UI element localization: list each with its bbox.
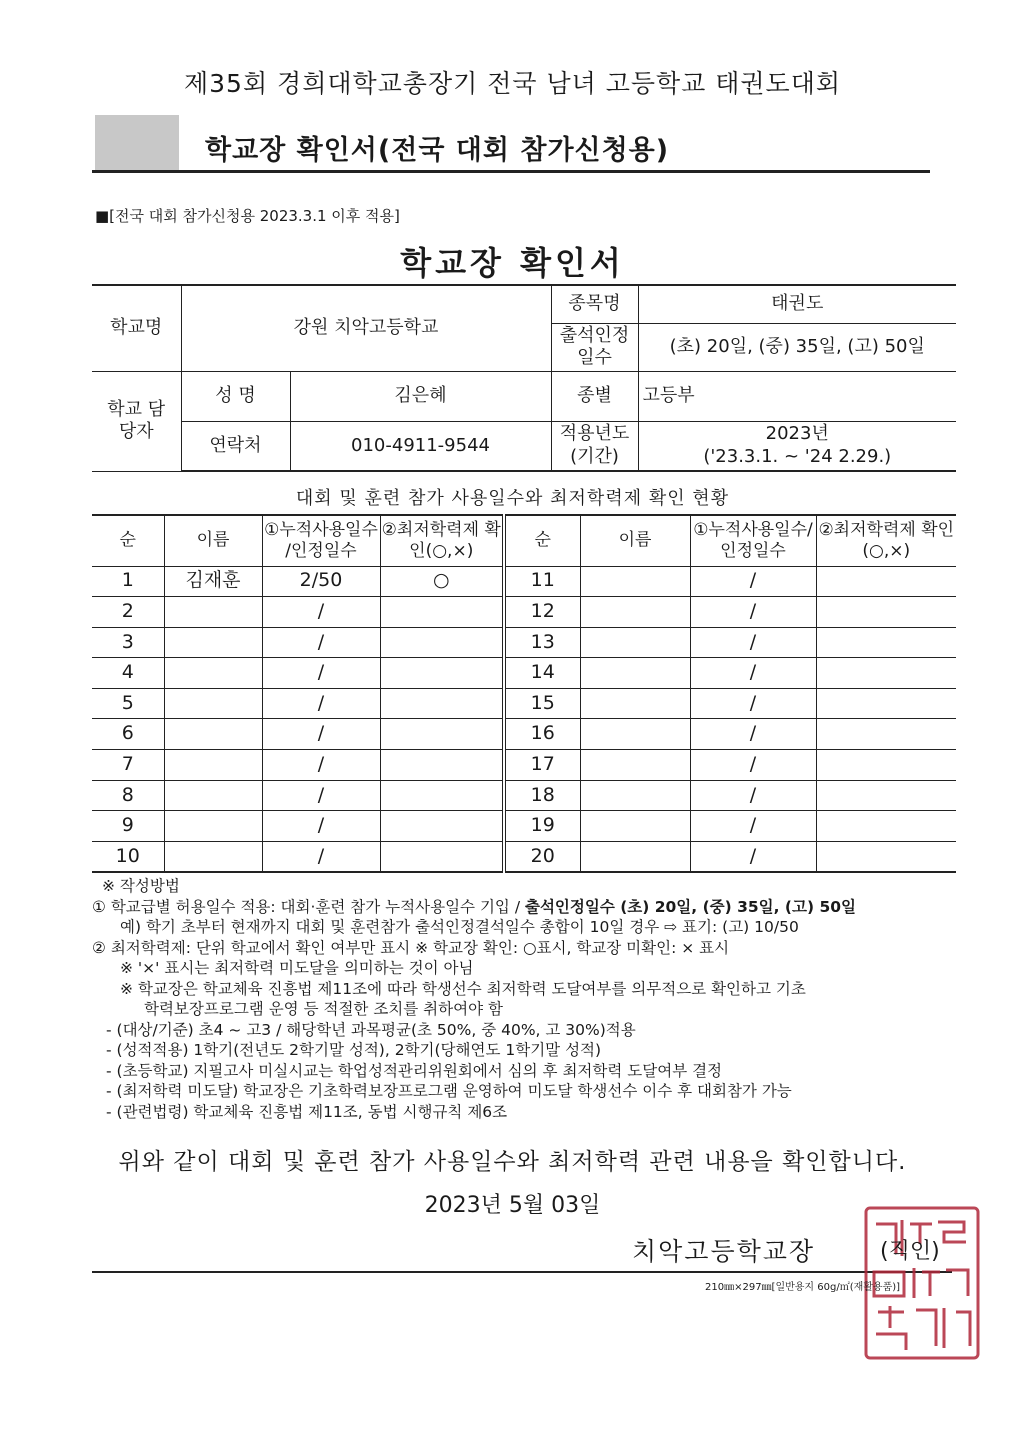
category-label: 종별	[551, 371, 638, 421]
athlete-name	[164, 811, 262, 842]
note-1-example: 예) 학기 초부터 현재까지 대회 및 훈련참가 출석인정결석일수 총합이 10일 경우 ⇨ 표기: (고) 10/50	[120, 918, 799, 936]
academic-check	[816, 658, 956, 689]
confirmation-statement: 위와 같이 대회 및 훈련 참가 사용일수와 최저학력 관련 내용을 확인합니다.	[118, 1149, 907, 1175]
row-number: 8	[92, 780, 164, 811]
note-1	[92, 897, 972, 918]
header-days: ①누적사용일수 /인정일수	[262, 515, 380, 566]
signing-date: 2023년 5월 03일	[424, 1193, 601, 1218]
event-value: 태권도	[638, 285, 956, 323]
days-ratio: /	[690, 627, 816, 658]
academic-check	[816, 566, 956, 597]
attendance-value: (초) 20일, (중) 35일, (고) 50일	[638, 323, 956, 371]
academic-check	[380, 841, 504, 872]
roster-row	[92, 719, 956, 750]
days-ratio: /	[262, 719, 380, 750]
academic-check	[816, 719, 956, 750]
athlete-name	[580, 811, 690, 842]
year-value	[638, 421, 956, 471]
days-ratio: /	[262, 597, 380, 628]
athlete-name	[580, 719, 690, 750]
row-number: 5	[92, 688, 164, 719]
days-ratio: /	[690, 688, 816, 719]
note-1-bold: 출석인정일수 (초) 20일, (중) 35일, (고) 50일	[524, 897, 857, 916]
year-label: 적용년도 (기간)	[551, 421, 638, 471]
academic-check	[380, 750, 504, 781]
roster-row	[92, 750, 956, 781]
days-ratio: 2/50	[262, 566, 380, 597]
bottom-divider	[92, 1271, 952, 1273]
header-no: 순	[92, 515, 164, 566]
athlete-name: 김재훈	[164, 566, 262, 597]
attendance-label: 출석인정 일수	[551, 323, 638, 371]
category-value: 고등부	[638, 371, 956, 421]
note-1-text: ① 학교급별 허용일수 적용: 대회·훈련 참가 누적사용일수 기입 /	[92, 897, 525, 916]
seal-label: (직인)	[880, 1239, 940, 1264]
header-check: ②최저학력제 확인(○,×)	[380, 515, 504, 566]
row-number: 6	[92, 719, 164, 750]
row-number: 14	[504, 658, 580, 689]
row-number: 19	[504, 811, 580, 842]
academic-check	[380, 597, 504, 628]
status-section-title: 대회 및 훈련 참가 사용일수와 최저학력제 확인 현황	[295, 488, 730, 509]
paper-spec: 210㎜×297㎜[일반용지 60g/㎡(재활용품)]	[705, 1282, 901, 1293]
roster-row	[92, 780, 956, 811]
contact-person-label: 학교 담당자	[92, 371, 181, 471]
days-ratio: /	[690, 597, 816, 628]
participation-roster-table	[92, 514, 956, 873]
row-number: 9	[92, 811, 164, 842]
school-name: 강원 치악고등학교	[181, 285, 551, 371]
athlete-name	[164, 750, 262, 781]
principal-title: 치악고등학교장	[632, 1237, 816, 1266]
header-no: 순	[504, 515, 580, 566]
gray-header-block	[95, 115, 179, 171]
row-number: 7	[92, 750, 164, 781]
academic-check	[380, 627, 504, 658]
days-ratio: /	[262, 841, 380, 872]
phone-label: 연락처	[181, 421, 290, 471]
athlete-name	[580, 627, 690, 658]
row-number: 10	[92, 841, 164, 872]
academic-check	[816, 780, 956, 811]
days-ratio: /	[690, 780, 816, 811]
athlete-name	[580, 750, 690, 781]
academic-check	[816, 811, 956, 842]
athlete-name	[164, 688, 262, 719]
days-ratio: /	[262, 627, 380, 658]
academic-check	[816, 750, 956, 781]
row-number: 4	[92, 658, 164, 689]
event-label: 종목명	[551, 285, 638, 323]
roster-row	[92, 688, 956, 719]
name-label: 성 명	[181, 371, 290, 421]
days-ratio: /	[262, 750, 380, 781]
athlete-name	[580, 841, 690, 872]
academic-check	[816, 841, 956, 872]
days-ratio: /	[262, 811, 380, 842]
row-number: 17	[504, 750, 580, 781]
athlete-name	[580, 597, 690, 628]
academic-check: ○	[380, 566, 504, 597]
academic-check	[380, 688, 504, 719]
note-2: ② 최저학력제: 단위 학교에서 확인 여부만 표시 ※ 학교장 확인: ○표시, 학교장 미확인: × 표시	[92, 938, 730, 957]
bullet-2: - (성적적용) 1학기(전년도 2학기말 성적), 2학기(당해연도 1학기말 성적)	[106, 1041, 602, 1059]
days-ratio: /	[690, 658, 816, 689]
days-ratio: /	[262, 688, 380, 719]
academic-check	[816, 688, 956, 719]
academic-check	[380, 658, 504, 689]
row-number: 1	[92, 566, 164, 597]
days-ratio: /	[690, 811, 816, 842]
bullet-1: - (대상/기준) 초4 ~ 고3 / 해당학년 과목평균(초 50%, 중 40%, 고 30%)적용	[106, 1020, 636, 1039]
row-number: 11	[504, 566, 580, 597]
form-title: 학교장 확인서(전국 대회 참가신청용)	[205, 135, 670, 166]
roster-row	[92, 841, 956, 872]
academic-check	[380, 811, 504, 842]
phone-value: 010-4911-9544	[290, 421, 551, 471]
year-text: 2023년	[765, 423, 829, 445]
header-name: 이름	[164, 515, 262, 566]
athlete-name	[580, 658, 690, 689]
note-4-cont: 학력보장프로그램 운영 등 적절한 조치를 취하여야 함	[144, 1000, 503, 1018]
apply-note: ■[전국 대회 참가신청용 2023.3.1 이후 적용]	[95, 207, 400, 225]
school-label: 학교명	[92, 285, 181, 371]
row-number: 18	[504, 780, 580, 811]
academic-check	[816, 627, 956, 658]
roster-row	[92, 658, 956, 689]
athlete-name	[164, 627, 262, 658]
row-number: 12	[504, 597, 580, 628]
document-title: 학교장 확인서	[400, 244, 625, 282]
academic-check	[380, 719, 504, 750]
days-ratio: /	[690, 566, 816, 597]
header-days: ①누적사용일수/ 인정일수	[690, 515, 816, 566]
row-number: 15	[504, 688, 580, 719]
athlete-name	[164, 841, 262, 872]
row-number: 3	[92, 627, 164, 658]
days-ratio: /	[690, 750, 816, 781]
athlete-name	[580, 688, 690, 719]
athlete-name	[164, 658, 262, 689]
roster-row	[92, 597, 956, 628]
bullet-5: - (관련법령) 학교체육 진흥법 제11조, 동법 시행규칙 제6조	[106, 1102, 508, 1121]
athlete-name	[164, 780, 262, 811]
days-ratio: /	[262, 780, 380, 811]
school-info-table	[92, 284, 956, 472]
title-divider	[92, 170, 930, 173]
athlete-name	[580, 566, 690, 597]
note-3: ※ '×' 표시는 최저학력 미도달을 의미하는 것이 아님	[120, 959, 474, 977]
row-number: 2	[92, 597, 164, 628]
writing-instructions	[92, 876, 972, 1122]
days-ratio: /	[690, 719, 816, 750]
athlete-name	[164, 597, 262, 628]
academic-check	[380, 780, 504, 811]
notes-heading: ※ 작성방법	[102, 877, 180, 895]
days-ratio: /	[690, 841, 816, 872]
row-number: 16	[504, 719, 580, 750]
bullet-3: - (초등학교) 지필고사 미실시교는 학업성적관리위원회에서 심의 후 최저학력 도달여부 결정	[106, 1061, 723, 1080]
header-check: ②최저학력제 확인(○,×)	[816, 515, 956, 566]
roster-row	[92, 811, 956, 842]
roster-row	[92, 566, 956, 597]
period-text: ('23.3.1. ~ '24 2.29.)	[703, 445, 892, 467]
academic-check	[816, 597, 956, 628]
note-4: ※ 학교장은 학교체육 진흥법 제11조에 따라 학생선수 최저학력 도달여부를 의무적으로 확인하고 기초	[120, 979, 806, 998]
days-ratio: /	[262, 658, 380, 689]
roster-row	[92, 627, 956, 658]
row-number: 20	[504, 841, 580, 872]
athlete-name	[164, 719, 262, 750]
header-name: 이름	[580, 515, 690, 566]
athlete-name	[580, 780, 690, 811]
bullet-4: - (최저학력 미도달) 학교장은 기초학력보장프로그램 운영하여 미도달 학생선수 이수 후 대회참가 가능	[106, 1082, 792, 1100]
row-number: 13	[504, 627, 580, 658]
competition-title: 제35회 경희대학교총장기 전국 남녀 고등학교 태권도대회	[184, 69, 841, 98]
contact-name: 김은혜	[290, 371, 551, 421]
